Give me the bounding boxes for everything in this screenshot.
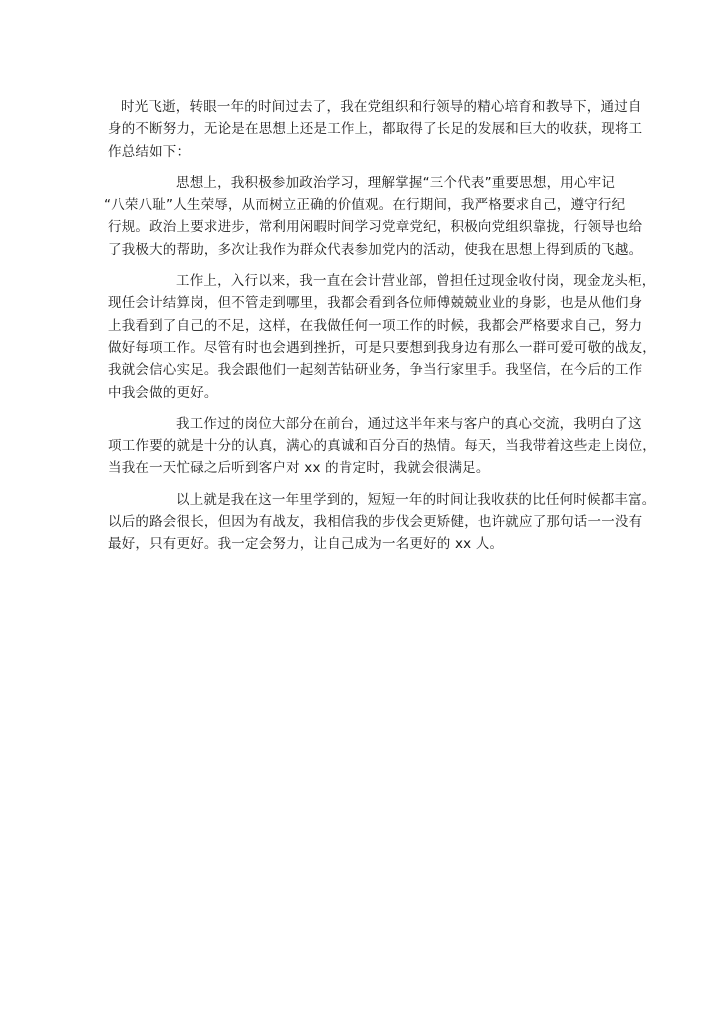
text-line: 身的不断努力，无论是在思想上还是工作上，都取得了长足的发展和巨大的收获，现将工 (108, 121, 643, 138)
text-line: 了我极大的帮助，多次让我作为群众代表参加党内的活动，使我在思想上得到质的飞越。 (108, 241, 643, 258)
text-line: 我工作过的岗位大部分在前台，通过这半年来与客户的真心交流，我明白了这 (176, 415, 642, 432)
text-line: 以上就是我在这一年里学到的，短短一年的时间让我收获的比任何时候都丰富。 (176, 491, 656, 508)
text-line: 项工作要的就是十分的认真，满心的真诚和百分百的热情。每天，当我带着这些走上岗位， (108, 438, 656, 455)
text-line: 中我会做的更好。 (108, 384, 218, 401)
text-line: 我就会信心实足。我会跟他们一起刻苦钻研业务，争当行家里手。我坚信，在今后的工作 (108, 362, 643, 379)
text-line: 做好每项工作。尽管有时也会遇到挫折，可是只要想到我身边有那么一群可爱可敬的战友， (108, 339, 656, 356)
text-line: 现任会计结算岗，但不管走到哪里，我都会看到各位师傅兢兢业业的身影，也是从他们身 (108, 295, 643, 312)
paragraph-conclusion (108, 489, 656, 556)
text-line: “八荣八耻”人生荣辱，从而树立正确的价值观。在行期间，我严格要求自己，遵守行纪 (104, 197, 626, 214)
text-line: 最好，只有更好。我一定会努力，让自己成为一名更好的 xx 人。 (108, 536, 504, 553)
text-line: 时光飞逝，转眼一年的时间过去了，我在党组织和行领导的精心培育和教导下，通过自 (121, 99, 642, 115)
paragraph-intro (108, 96, 643, 163)
paragraph-work (108, 270, 656, 404)
text-line: 作总结如下： (108, 143, 191, 160)
text-line: 思想上，我积极参加政治学习，理解掌握“三个代表”重要思想，用心牢记 (176, 174, 616, 191)
paragraph-ideology (104, 172, 643, 261)
body-text (104, 96, 656, 565)
paragraph-frontdesk (108, 413, 656, 480)
text-line: 工作上，入行以来，我一直在会计营业部，曾担任过现金收付岗，现金龙头柜， (176, 273, 656, 290)
text-line: 当我在一天忙碌之后听到客户对 xx 的肯定时，我就会很满足。 (108, 460, 490, 477)
text-line: 行规。政治上要求进步，常利用闲暇时间学习党章党纪，积极向党组织靠拢，行领导也给 (108, 219, 643, 236)
text-line: 上我看到了自己的不足，这样，在我做任何一项工作的时候，我都会严格要求自己，努力 (108, 317, 643, 334)
text-line: 以后的路会很长，但因为有战友，我相信我的步伐会更矫健，也许就应了那句话一一没有 (108, 514, 643, 531)
